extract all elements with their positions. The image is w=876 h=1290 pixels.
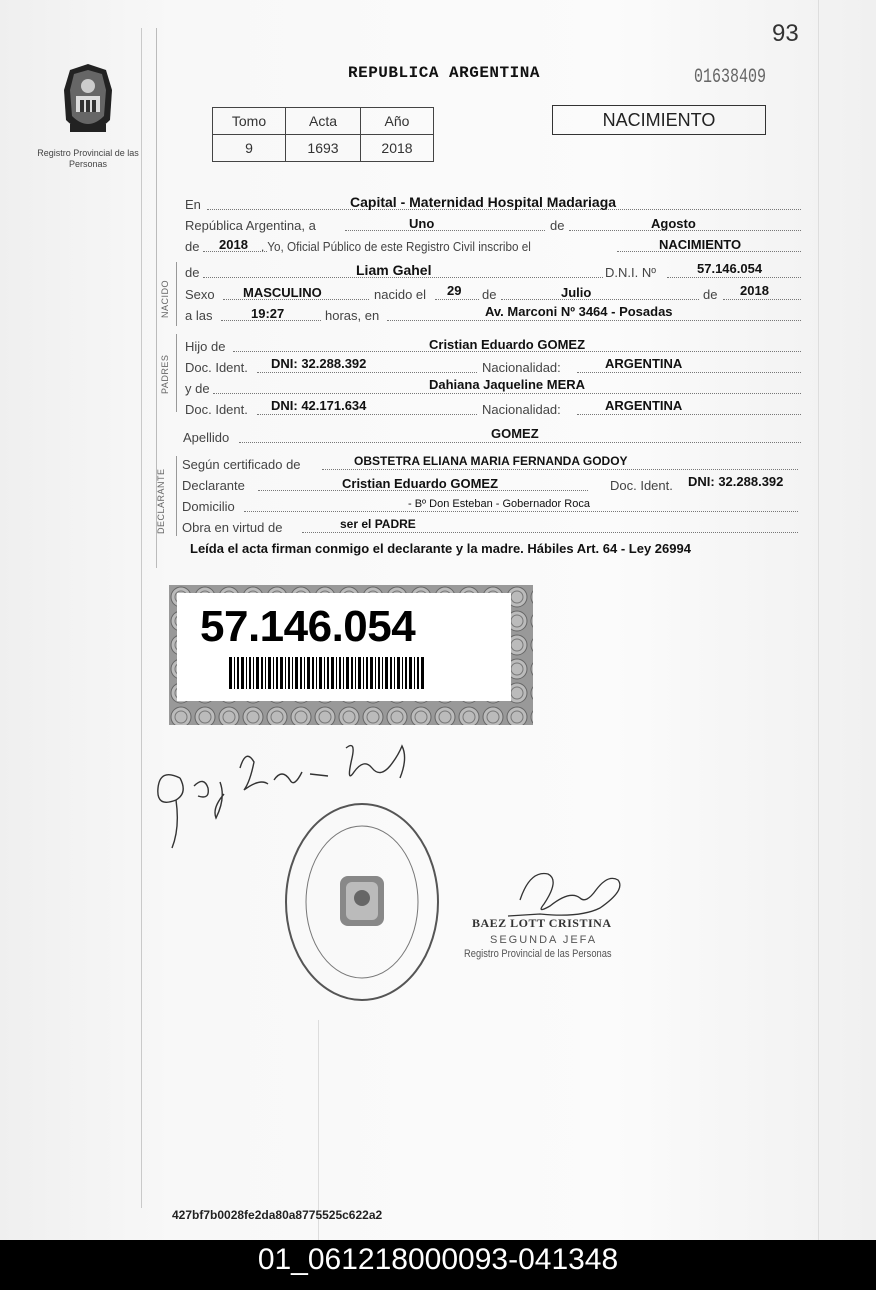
label-apellido: Apellido bbox=[183, 430, 230, 445]
row-place bbox=[185, 194, 801, 214]
label-doc-ident-3: Doc. Ident. bbox=[610, 478, 673, 493]
label-obra: Obra en virtud de bbox=[182, 520, 283, 535]
value-day-text: Uno bbox=[409, 216, 435, 231]
official-name: BAEZ LOTT CRISTINA bbox=[472, 916, 612, 930]
margin-rule bbox=[141, 28, 142, 1208]
label-hijo-de: Hijo de bbox=[185, 339, 226, 354]
row-by-virtue bbox=[182, 517, 798, 537]
closing-text: Leída el acta firman conmigo el declarante y la madre. Hábiles Art. 64 - Ley 26994 bbox=[190, 541, 691, 556]
page-number: 93 bbox=[772, 20, 799, 47]
value-sex: MASCULINO bbox=[243, 285, 322, 300]
value-place: Capital - Maternidad Hospital Madariaga bbox=[350, 194, 617, 210]
label-doc-ident-2: Doc. Ident. bbox=[185, 402, 248, 417]
side-label-declarante: DECLARANTE bbox=[156, 468, 166, 534]
official-organization: Registro Provincial de las Personas bbox=[464, 948, 612, 960]
value-surname: GOMEZ bbox=[491, 426, 539, 441]
label-en: En bbox=[185, 197, 201, 212]
value-father-name: Cristian Eduardo GOMEZ bbox=[429, 337, 586, 352]
act-type-box: NACIMIENTO bbox=[552, 105, 766, 135]
table-header-row bbox=[213, 108, 434, 135]
value-child-dni: 57.146.054 bbox=[697, 261, 763, 276]
row-sex bbox=[185, 284, 801, 304]
label-de-4: de bbox=[482, 287, 497, 302]
label-domicilio: Domicilio bbox=[182, 499, 235, 514]
row-declarant bbox=[182, 475, 798, 495]
label-declarante: Declarante bbox=[182, 478, 245, 493]
row-year bbox=[185, 236, 801, 256]
row-time bbox=[185, 305, 801, 325]
row-child bbox=[185, 262, 801, 282]
fold-line bbox=[318, 1020, 319, 1240]
label-de-5: de bbox=[703, 287, 718, 302]
value-mother-nationality: ARGENTINA bbox=[605, 398, 683, 413]
official-signature bbox=[500, 860, 630, 920]
official-role: SEGUNDA JEFA bbox=[490, 934, 598, 946]
row-mother bbox=[185, 378, 801, 398]
document-hash: 427bf7b0028fe2da80a8775525c622a2 bbox=[172, 1208, 383, 1222]
label-sexo: Sexo bbox=[185, 287, 215, 302]
label-dni: D.N.I. Nº bbox=[605, 265, 656, 280]
label-nacido-el: nacido el bbox=[374, 287, 427, 302]
label-yo-oficial: . Yo, Oficial Público de este Registro Civil inscribo el bbox=[261, 239, 531, 254]
label-dni-number: 57.146.054 bbox=[200, 602, 416, 651]
row-address bbox=[182, 496, 798, 516]
label-de-3: de bbox=[185, 265, 200, 280]
value-child-name: Liam Gahel bbox=[356, 262, 432, 278]
value-address: - Bº Don Esteban - Gobernador Roca bbox=[408, 498, 590, 510]
value-year: 2018 bbox=[219, 237, 248, 252]
label-horas-en: horas, en bbox=[325, 308, 380, 323]
label-republica: República Argentina, a bbox=[185, 218, 316, 233]
table-value-acta: 1693 bbox=[286, 135, 361, 162]
value-father-doc: DNI: 32.288.392 bbox=[271, 356, 367, 371]
row-father bbox=[185, 336, 801, 356]
value-certificate: OBSTETRA ELIANA MARIA FERNANDA GODOY bbox=[354, 454, 628, 468]
value-birth-place: Av. Marconi Nº 3464 - Posadas bbox=[485, 304, 673, 319]
table-header-acta: Acta bbox=[286, 108, 361, 135]
label-nacionalidad-2: Nacionalidad: bbox=[482, 402, 561, 417]
label-de-2: de bbox=[185, 239, 200, 254]
document-title: REPUBLICA ARGENTINA bbox=[348, 64, 540, 82]
footer-id: 01_061218000093-041348 bbox=[257, 1243, 619, 1276]
value-birth-year: 2018 bbox=[740, 283, 769, 298]
serial-number: 01638409 bbox=[694, 66, 767, 89]
value-declarant: Cristian Eduardo GOMEZ bbox=[342, 476, 499, 491]
value-act: NACIMIENTO bbox=[659, 237, 742, 252]
page-edge bbox=[818, 0, 819, 1240]
value-birth-day: 29 bbox=[447, 283, 462, 298]
label-nacionalidad-1: Nacionalidad: bbox=[482, 360, 561, 375]
side-label-padres: PADRES bbox=[160, 354, 170, 394]
official-seal bbox=[282, 800, 442, 1004]
label-segun: Según certificado de bbox=[182, 457, 301, 472]
row-certificate bbox=[182, 454, 798, 474]
row-surname bbox=[185, 427, 801, 447]
value-birth-month: Julio bbox=[561, 285, 592, 300]
registry-caption: Registro Provincial de las Personas bbox=[37, 148, 139, 169]
value-father-nationality: ARGENTINA bbox=[605, 356, 683, 371]
province-emblem-icon bbox=[50, 60, 126, 146]
side-label-nacido: NACIDO bbox=[160, 279, 170, 318]
label-a-las: a las bbox=[185, 308, 213, 323]
value-month-text: Agosto bbox=[651, 216, 696, 231]
table-value-row bbox=[213, 135, 434, 162]
value-birth-time: 19:27 bbox=[251, 306, 285, 321]
label-de-1: de bbox=[550, 218, 565, 233]
value-by-virtue: ser el PADRE bbox=[340, 517, 416, 531]
label-y-de: y de bbox=[185, 381, 210, 396]
table-header-tomo: Tomo bbox=[213, 108, 286, 135]
value-mother-name: Dahiana Jaqueline MERA bbox=[429, 377, 586, 392]
table-header-ano: Año bbox=[361, 108, 434, 135]
bracket-padres bbox=[176, 334, 177, 412]
bracket-declarante bbox=[176, 456, 177, 536]
bracket-nacido bbox=[176, 262, 177, 326]
label-doc-ident-1: Doc. Ident. bbox=[185, 360, 248, 375]
registry-table bbox=[212, 107, 434, 162]
value-declarant-doc: DNI: 32.288.392 bbox=[688, 474, 784, 489]
value-mother-doc: DNI: 42.171.634 bbox=[271, 398, 367, 413]
row-father-doc bbox=[185, 357, 801, 377]
table-value-tomo: 9 bbox=[213, 135, 286, 162]
table-value-ano: 2018 bbox=[361, 135, 434, 162]
row-mother-doc bbox=[185, 399, 801, 419]
row-date bbox=[185, 215, 801, 235]
